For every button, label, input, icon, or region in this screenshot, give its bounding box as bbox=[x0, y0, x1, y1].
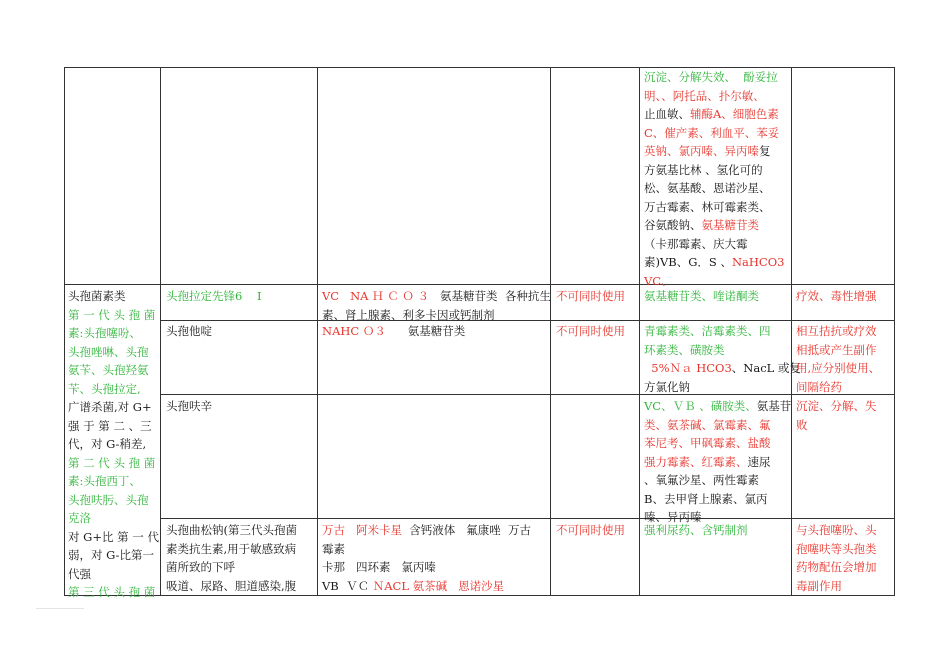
text-segment: 英钠、氯丙嗪、异丙嗪 bbox=[644, 144, 759, 158]
text-segment: 克洛 bbox=[68, 511, 91, 525]
text-segment: 代强 bbox=[68, 566, 91, 581]
text-segment: VC、ＶＢ 、磺胺类、 bbox=[644, 399, 757, 413]
text-line bbox=[68, 306, 158, 325]
text-line bbox=[68, 528, 158, 547]
text-line bbox=[644, 378, 788, 397]
text-segment: NAHC Ｏ３ bbox=[322, 324, 386, 338]
text-line bbox=[68, 583, 158, 602]
text-segment: 菌所致的下呼 bbox=[166, 560, 235, 574]
text-line bbox=[166, 521, 316, 540]
column-divider bbox=[791, 67, 792, 596]
text-segment: 氨基糖苷类 各种抗生 bbox=[429, 289, 551, 303]
text-segment: 头孢曲松钠(第三代头孢菌 bbox=[166, 523, 297, 537]
text-line bbox=[796, 558, 892, 577]
text-segment: 头孢呋肟、头孢 bbox=[68, 492, 149, 507]
text-segment: 相抵或产生副作 bbox=[796, 342, 877, 357]
cell-usage-ceftazidime bbox=[556, 322, 638, 341]
text-line bbox=[556, 521, 638, 540]
text-segment: 5%Ｎａ HCO3 bbox=[644, 361, 732, 375]
text-segment: 沉淀、分解、失 bbox=[796, 399, 877, 413]
text-segment: 复 bbox=[759, 144, 771, 158]
text-segment: 头孢拉定先锋6 Ⅰ bbox=[166, 289, 262, 303]
text-segment: 头孢呋辛 bbox=[166, 399, 212, 413]
text-segment: 方氨基比林 、氢化可的 bbox=[644, 162, 763, 177]
text-segment: 沉淀、分解失效、 酚妥拉 bbox=[644, 70, 778, 84]
text-line bbox=[166, 558, 316, 577]
text-segment: 苯尼考、甲砜霉素、盐酸 bbox=[644, 436, 771, 450]
column-divider bbox=[639, 67, 640, 596]
text-line bbox=[68, 509, 158, 528]
text-segment: 含钙液体 氟康唑 万古 bbox=[401, 523, 532, 537]
text-line bbox=[796, 397, 892, 416]
cell-effect-ceftriaxone bbox=[796, 521, 892, 595]
text-segment: 与头孢噻吩、头 bbox=[796, 523, 877, 537]
column-divider bbox=[317, 67, 318, 596]
text-segment: VC NA Ｈ Ｃ Ｏ ３ bbox=[322, 289, 430, 303]
text-segment: 氨基苷 bbox=[756, 399, 792, 413]
text-segment: 吸道、尿路、胆道感染,腹 bbox=[166, 578, 297, 593]
text-line bbox=[68, 435, 158, 454]
text-segment: 速尿 bbox=[747, 454, 771, 469]
text-line bbox=[68, 472, 158, 491]
text-line bbox=[796, 416, 892, 435]
text-line bbox=[644, 124, 788, 143]
text-line bbox=[796, 322, 892, 341]
cell-drug-cefuroxime bbox=[166, 397, 314, 416]
text-segment: 强 于 第 二 、三 bbox=[68, 418, 152, 433]
text-line bbox=[796, 287, 892, 306]
text-line bbox=[644, 161, 788, 180]
text-segment: VB ＶＣ bbox=[322, 578, 373, 593]
text-segment: 青霉素类、洁霉素类、四 bbox=[644, 324, 771, 338]
column-divider bbox=[550, 67, 551, 596]
text-line bbox=[644, 179, 788, 198]
text-segment: 不可同时使用 bbox=[556, 324, 625, 338]
text-line bbox=[796, 540, 892, 559]
text-line bbox=[644, 235, 788, 254]
text-segment: 明、、阿托品、扑尔敏、 bbox=[644, 88, 765, 103]
text-line bbox=[322, 540, 548, 559]
text-line bbox=[644, 359, 801, 378]
text-line bbox=[796, 341, 892, 360]
text-line bbox=[644, 453, 788, 472]
text-line bbox=[644, 216, 788, 235]
text-line bbox=[644, 142, 788, 161]
text-line bbox=[644, 471, 788, 490]
text-segment: 氨基糖苷类 bbox=[701, 218, 759, 232]
text-segment: 毒副作用 bbox=[796, 578, 842, 593]
text-segment: 卡那 四环素 氯丙嗪 bbox=[322, 560, 436, 574]
text-segment: 败 bbox=[796, 417, 808, 432]
text-line bbox=[796, 359, 892, 378]
text-line bbox=[68, 324, 158, 343]
cell-incompatible-drugs-continued bbox=[644, 68, 788, 290]
text-segment: 对 G+比 第 一 代 bbox=[68, 529, 159, 544]
text-line bbox=[796, 521, 892, 540]
cell-drug-cefradine bbox=[166, 287, 314, 306]
text-line bbox=[68, 565, 158, 584]
text-segment: VC、 bbox=[644, 273, 673, 288]
text-segment: ＮACL 氨茶碱 恩诺沙星 bbox=[372, 578, 505, 593]
text-segment: 素、肾上腺素、利多卡因或钙制剂 bbox=[322, 307, 495, 322]
text-segment: 、NacL 或复 bbox=[731, 361, 801, 375]
text-line bbox=[644, 341, 788, 360]
text-segment: 嗪、异丙嗪 bbox=[644, 510, 702, 524]
text-line bbox=[322, 577, 548, 596]
cell-cephalosporin-class bbox=[68, 287, 158, 602]
cell-interaction-ceftazidime bbox=[644, 322, 801, 396]
text-line bbox=[796, 577, 892, 596]
cell-interaction-cefradine bbox=[644, 287, 788, 306]
text-segment: 霉素 bbox=[322, 541, 345, 556]
text-line bbox=[68, 380, 158, 399]
column-divider bbox=[160, 67, 161, 596]
cell-usage-cefradine bbox=[556, 287, 638, 306]
text-line bbox=[68, 546, 158, 565]
cell-effect-cefuroxime bbox=[796, 397, 892, 434]
text-segment: 止血敏、 bbox=[644, 107, 690, 121]
text-segment: （卡那霉素、庆大霉 bbox=[644, 236, 748, 251]
text-line bbox=[166, 397, 314, 416]
text-line bbox=[796, 378, 892, 397]
text-segment: 类、氨茶碱、氯霉素、氟 bbox=[644, 417, 771, 432]
text-line bbox=[556, 287, 638, 306]
cell-partners-ceftazidime bbox=[322, 322, 548, 341]
text-line bbox=[644, 87, 788, 106]
text-segment: 环素类、磺胺类 bbox=[644, 342, 725, 357]
text-segment: 头孢他啶 bbox=[166, 324, 212, 338]
cell-drug-ceftazidime bbox=[166, 322, 314, 341]
text-segment: 间隔给药 bbox=[796, 379, 842, 394]
text-segment: 辅酶A、细胞色素 bbox=[690, 107, 779, 121]
text-line bbox=[556, 322, 638, 341]
text-line bbox=[166, 540, 316, 559]
text-line bbox=[68, 343, 158, 362]
text-line bbox=[644, 322, 788, 341]
text-segment: 松、氨基酸、恩诺沙星、 bbox=[644, 181, 771, 195]
text-segment: NaHCO3 bbox=[731, 255, 785, 269]
text-segment: 第 三 代 头 孢 菌 bbox=[68, 585, 156, 599]
text-segment: 强利尿药、含钙制剂 bbox=[644, 523, 748, 537]
text-line bbox=[68, 287, 158, 306]
text-line bbox=[644, 397, 792, 416]
text-segment: 氨苄、头孢羟氨 bbox=[68, 363, 149, 377]
text-segment: 不可同时使用 bbox=[556, 289, 625, 303]
text-segment: 头孢菌素类 bbox=[68, 289, 126, 303]
text-segment: 孢噻呋等头孢类 bbox=[796, 541, 877, 556]
text-segment: C、催产素、利血平、苯妥 bbox=[644, 125, 780, 140]
text-segment: 素:头孢西丁、 bbox=[68, 474, 141, 488]
text-line bbox=[166, 577, 316, 596]
text-segment: 万古霉素、林可霉素类、 bbox=[644, 199, 771, 214]
text-segment: 第 一 代 头 孢 菌 bbox=[68, 307, 156, 322]
text-segment: 、氧氟沙星、两性霉素 bbox=[644, 473, 759, 487]
text-line bbox=[644, 68, 788, 87]
text-segment: 氨基糖苷类 bbox=[385, 324, 466, 338]
text-line bbox=[322, 521, 548, 540]
text-line bbox=[322, 558, 548, 577]
cell-usage-ceftriaxone bbox=[556, 521, 638, 540]
text-line bbox=[644, 253, 788, 272]
text-line bbox=[644, 416, 788, 435]
text-line bbox=[166, 287, 314, 306]
cell-effect-cefradine bbox=[796, 287, 892, 306]
text-line bbox=[68, 417, 158, 436]
text-segment: 代，对 G-稍差, bbox=[68, 437, 147, 451]
text-segment: 苄、头孢拉定, bbox=[68, 381, 141, 396]
text-segment: 药物配伍会增加 bbox=[796, 560, 877, 574]
text-segment: 不可同时使用 bbox=[556, 523, 625, 537]
text-segment: 头孢唑啉、头孢 bbox=[68, 344, 149, 359]
text-line bbox=[68, 361, 158, 380]
text-line bbox=[644, 521, 788, 540]
text-segment: 强力霉素、红霉素、 bbox=[644, 454, 748, 469]
text-segment: 素:头孢噻吩、 bbox=[68, 326, 141, 340]
text-segment: 万古 阿米卡星 bbox=[322, 523, 402, 537]
text-line bbox=[644, 105, 788, 124]
text-segment: 谷氨酸钠、 bbox=[644, 218, 702, 232]
cell-partners-cefradine bbox=[322, 287, 551, 324]
text-segment: 弱，对 G-比第一 bbox=[68, 548, 154, 562]
footer-rule bbox=[36, 608, 84, 609]
text-line bbox=[644, 287, 788, 306]
text-line bbox=[68, 491, 158, 510]
text-segment: 第 二 代 头 孢 菌 bbox=[68, 455, 156, 470]
text-segment: 素类抗生素,用于敏感致病 bbox=[166, 541, 297, 556]
cell-drug-ceftriaxone bbox=[166, 521, 316, 595]
text-segment: 氨基糖苷类、喹诺酮类 bbox=[644, 289, 759, 303]
cell-interaction-ceftriaxone bbox=[644, 521, 788, 540]
text-line bbox=[166, 322, 314, 341]
text-line bbox=[644, 434, 788, 453]
text-segment: 广谱杀菌,对 G+ bbox=[68, 400, 152, 414]
text-line bbox=[644, 198, 788, 217]
text-line bbox=[322, 287, 551, 306]
text-line bbox=[68, 398, 158, 417]
column-divider bbox=[64, 67, 65, 596]
cell-effect-ceftazidime bbox=[796, 322, 892, 396]
cell-partners-ceftriaxone bbox=[322, 521, 548, 595]
text-segment: 相互拮抗或疗效 bbox=[796, 324, 877, 338]
table-border-bottom bbox=[64, 595, 895, 596]
text-segment: 用,应分别使用、 bbox=[796, 361, 881, 375]
table-border-right bbox=[894, 67, 895, 596]
text-segment: 素)VB、G．S 、 bbox=[644, 255, 732, 269]
text-line bbox=[644, 490, 788, 509]
cell-interaction-cefuroxime bbox=[644, 397, 792, 527]
text-segment: 方氯化钠 bbox=[644, 379, 690, 394]
text-segment: B、去甲肾上腺素、氯丙 bbox=[644, 491, 768, 506]
text-line bbox=[68, 454, 158, 473]
text-segment: 疗效、毒性增强 bbox=[796, 289, 877, 303]
text-line bbox=[322, 322, 548, 341]
